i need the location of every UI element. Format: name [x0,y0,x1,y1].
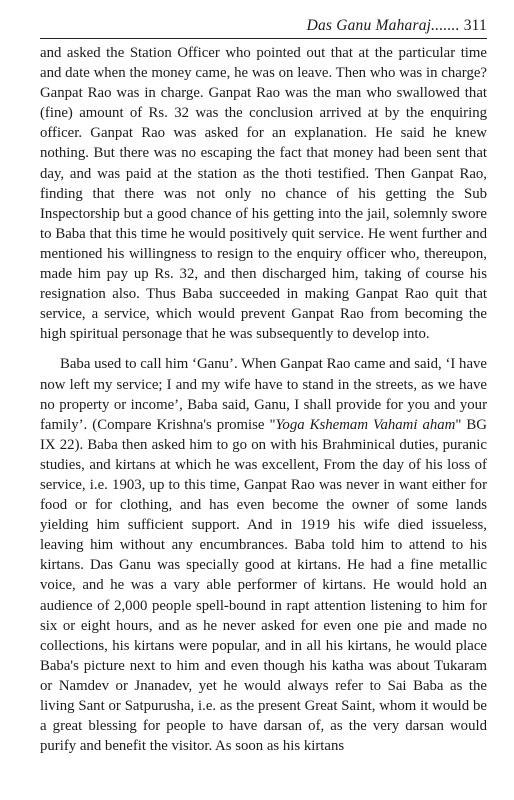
paragraph [40,43,487,344]
text-segment: " BG IX 22). Baba then asked him to go on with his Brahminical duties, puranic studies, and kirtans at which he was excellent, From the day of his loss of service, i.e. 1903, up to this time, Ganpat Rao was never in want either for food or for clothing, and has even become the owner of some lands yielding him sufficient support. And in 1919 his wife died issueless, leaving him without any encumbrances. Baba told him to attend to his kirtans. Das Ganu was specially good at kirtans. He had a fine metallic voice, and he was a vary able performer of kirtans. He would hold an audience of 2,000 people spell-bound in rapt attention listening to him for six or eight hours, and as he never asked for even one pie and made no collections, his kirtans were popular, and in all his kirtans, he would place Baba's picture next to him and even though his katha was about Tukaram or Namdev or Jnanadev, yet he would always refer to Sai Baba as the living Sant or Satpurusha, i.e. as the present Great Saint, whom it would be a great blessing for people to have darsan of, as the very darsan would purify and benefit the visitor. As soon as his kirtans [40,416,487,755]
paragraph [40,354,487,756]
running-header [40,16,487,39]
header-title: Das Ganu Maharaj....... [306,17,460,34]
page-number: 311 [463,17,487,34]
body-text [40,43,487,756]
text-segment: and asked the Station Officer who pointed out that at the particular time and date when the money came, he was on leave. Then who was in charge? Ganpat Rao was in charge. Ganpat Rao was the man who swallowed that (fine) amount of Rs. 32 was the conclusion arrived at by the enquiring officer. Ganpat Rao was asked for an explanation. He said he knew nothing. But there was no escaping the fact that money had been sent that day, and was paid at the station as the thoti testified. Then Ganpat Rao, finding that there was not only no chance of his getting the Sub Inspectorship but a good chance of his getting into the jail, solemnly swore to Baba that this time he would positively quit service. He went further and mentioned his willingness to resign to the enquiry officer who, thereupon, made him pay up Rs. 32, and then discharged him, taking of course his resignation also. Thus Baba succeeded in making Ganpat Rao quit that service, a service, which would prevent Ganpat Rao from becoming the high spiritual personage that he was subsequently to develop into. [40,45,487,343]
header-line [307,17,487,35]
italic-text: Yoga Kshemam Vahami aham [275,416,456,433]
text-segment: Baba used to call him ‘Ganu’. When Ganpat Rao came and said, ‘I have now left my service; I and my wife have to stand in the streets, as we have no property or income’, Baba said, Ganu, I shall provide for you and your family’. (Compare Krishna's promise " [40,356,487,433]
